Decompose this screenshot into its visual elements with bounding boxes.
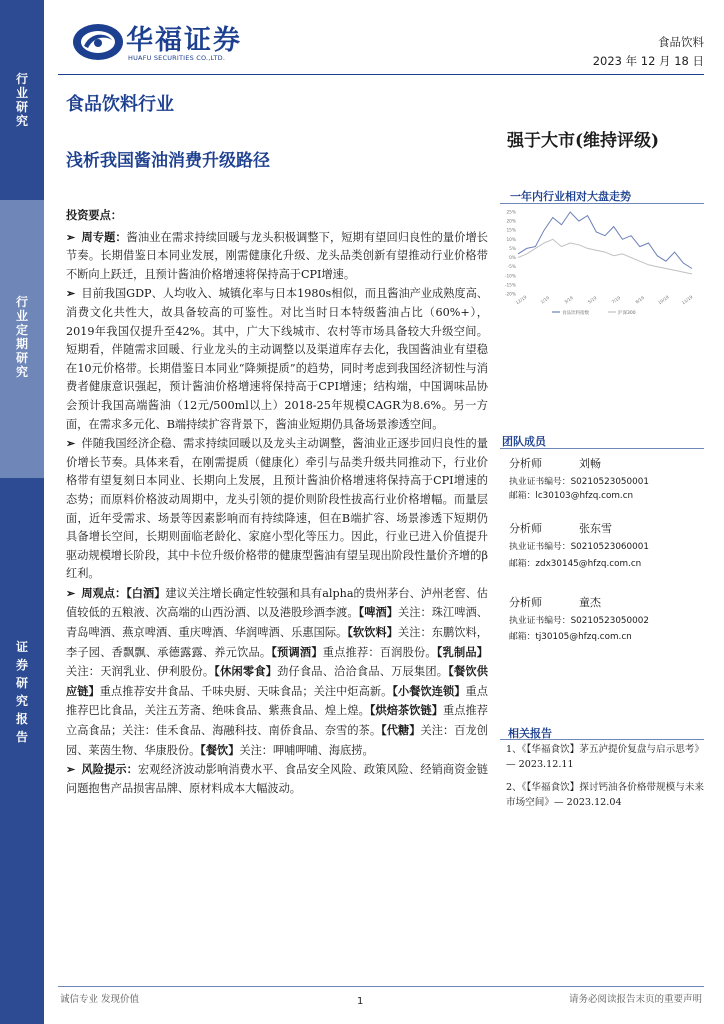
sidebar-label-middle: 行 业 定 期 研 究 [15, 295, 28, 379]
x-tick-label: 11/19 [680, 294, 694, 306]
investment-points [66, 206, 488, 798]
risk-text: 宏观经济波动影响消费水平、食品安全风险、政策风险、经销商资金链问题抱售产品损害品牌、原材料成本大幅波动。 [66, 763, 488, 795]
text-premixed: 重点推荐：百润股份。 [322, 645, 437, 659]
related-reports-title: 相关报告 [508, 727, 552, 740]
x-tick-label: 10/19 [657, 294, 670, 306]
member-cert: 执业证书编号：S0210523060001 [509, 542, 649, 552]
team-member-2 [509, 520, 704, 580]
x-tick-label: 1/19 [539, 295, 551, 305]
bullet-icon: ➢ [66, 229, 76, 244]
y-tick-label: 5% [509, 246, 516, 252]
member-cert: 执业证书编号：S0210523050001 [509, 477, 649, 487]
member-email[interactable]: 邮箱：tj30105@hfzq.com.cn [509, 632, 632, 642]
tag-baijiu: 【白酒】 [126, 585, 166, 600]
text-dairy: 关注：天润乳业、伊利股份。 [66, 665, 215, 679]
text-baijiu: 建议关注增长确定性较强和具有alpha的贵州茅台、泸州老窖、估值较低的五粮液、次高端的山西汾酒、以及港股珍酒李渡。 [66, 586, 488, 620]
bullet-icon: ➢ [66, 762, 76, 777]
paragraph-market-comparison [66, 284, 488, 434]
company-logo [72, 16, 262, 68]
text-bakery-tea: 重点推荐立高食品；关注：佳禾食品、海融科技、南侨食品、奈雪的茶。 [66, 704, 488, 738]
relative-performance-chart [500, 206, 700, 321]
x-tick-label: 8/19 [634, 295, 645, 305]
chart-title: 一年内行业相对大盘走势 [510, 190, 631, 203]
member-email[interactable]: 邮箱：zdx30145@hfzq.com.cn [509, 559, 642, 569]
tag-snacks: 【休闲零食】 [214, 664, 278, 679]
member-role: 分析师 [509, 522, 542, 535]
sidebar-label-top: 行 业 研 究 [15, 72, 28, 128]
weekly-topic-label: 周专题： [81, 229, 127, 244]
member-name: 张东雪 [579, 522, 612, 535]
member-email[interactable]: 邮箱：lc30103@hfzq.com.cn [509, 491, 634, 501]
tag-sugar-substitute: 【代糖】 [381, 723, 421, 738]
related-report-item[interactable]: 2、《【华福食饮】探讨钙油各价格带规模与未来市场空间》— 2023.12.04 [506, 782, 704, 808]
paragraph-risk [66, 760, 488, 798]
risk-label: 风险提示： [81, 762, 138, 777]
y-tick-label: -20% [504, 292, 516, 298]
text-beer: 关注：珠江啤酒、青岛啤酒、燕京啤酒、重庆啤酒、华润啤酒、乐惠国际。 [66, 606, 488, 640]
y-tick-label: -10% [504, 274, 516, 280]
header-divider [58, 74, 704, 75]
y-tick-label: 20% [506, 219, 516, 225]
paragraph-weekly-view [66, 584, 488, 760]
y-tick-label: 10% [506, 237, 516, 243]
tag-soft-drinks: 【软饮料】 [347, 625, 399, 640]
member-role: 分析师 [509, 596, 542, 609]
text-small-chains: 重点推荐巴比食品，关注五芳斋、绝味食品、紫燕食品、煌上煌。 [66, 684, 488, 718]
text-sugar-substitute: 关注：百龙创园、莱茵生物、华康股份。 [66, 724, 488, 757]
industry-outlook-text: 伴随我国经济企稳、需求持续回暖以及龙头主动调整，酱油业正逐步回归良性的量价增长节奏。具体来看，在刚需提质（健康化）牵引与品类升级共同推动下，行业价格带有望复刻日本同业、长期向上发展，且预计酱油价格增速将保持高于CPI增速的态势；而原料价格波动周期中，龙头引领的提价则阶段性拔高行业价格增幅。而量层面，近年受需求、场景等因素影响而有持续降速，但在B端扩容、场景渗透下短期仍具备增长空间，长期则面临老龄化、家庭小型化等压力。因此，行业已进入价值提升驱动规模增长阶段，其中卡位升级价格带的健康型酱油有望呈现出阶段性量价齐增的β红利。 [66, 437, 488, 581]
footer-slogan: 诚信专业 发现价值 [60, 994, 140, 1005]
weekly-view-label: 周观点： [81, 585, 127, 600]
footer-disclaimer[interactable]: 请务必阅读报告末页的重要声明 [568, 994, 702, 1005]
team-title: 团队成员 [502, 435, 546, 448]
bullet-icon: ➢ [66, 286, 76, 301]
text-catering-supply: 重点推荐安井食品、千味央厨、天味食品；关注中炬高新。 [99, 684, 393, 698]
team-title-rule [500, 448, 704, 449]
bullet-icon: ➢ [66, 436, 76, 451]
chart-title-rule [500, 203, 704, 204]
chart-legend [552, 309, 636, 316]
tag-catering: 【餐饮】 [200, 742, 240, 757]
page-number: 1 [357, 996, 364, 1007]
market-comparison-text: 目前我国GDP、人均收入、城镇化率与日本1980s相似，而且酱油产业成熟度高、消费文化共性大，故具备较高的可鉴性。对比当时日本特级酱油占比（60%+），2019年我国仅提升至42%。其中，广大下线城市、农村等市场具备较大升级空间。短期看，伴随需求回暖、行业龙头的主动调整以及渠道库存去化，我国酱油业有望稳在10元价格带。长期借鉴日本同业“降频提质”的趋势，同时考虑到我国经济韧性与消费者健康意识强起，预计酱油价格增速将保持高于CPI增速；结构端，中国调味品协会预计我国高端酱油（12元/500ml以上）2018-25年规模CAGR为8.6%。另一方面，在需求多元化、B端持续扩容背景下，酱油业短期仍具备场景渗透空间。 [66, 287, 488, 431]
logo-english-name: HUAFU SECURITIES CO.,LTD. [128, 54, 226, 62]
tag-small-chains: 【小餐饮连锁】 [392, 683, 466, 698]
paragraph-weekly-topic [66, 228, 488, 285]
logo-chinese-name: 华福证券 [126, 25, 242, 56]
tag-dairy: 【乳制品】 [436, 644, 488, 659]
member-role: 分析师 [509, 457, 542, 470]
x-axis-ticks [515, 294, 694, 305]
report-title: 浅析我国酱油消费升级路径 [66, 151, 270, 171]
industry-title: 食品饮料行业 [66, 94, 174, 115]
sidebar-block-bottom [0, 478, 44, 1024]
legend-label-hs300: 沪深300 [618, 311, 636, 316]
x-tick-label: 5/19 [586, 295, 598, 305]
series-line-1 [518, 239, 692, 274]
x-tick-label: 12/19 [514, 294, 528, 306]
tag-beer: 【啤酒】 [358, 605, 399, 620]
legend-label-food: 食品饮料指数 [562, 311, 589, 316]
y-tick-label: 15% [506, 228, 516, 234]
y-axis-ticks [505, 210, 516, 298]
tag-catering-supply: 【餐饮供应链】 [66, 664, 488, 698]
team-member-3 [509, 594, 704, 654]
member-name: 童杰 [579, 596, 601, 609]
y-tick-label: -5% [507, 265, 516, 271]
paragraph-industry-outlook [66, 434, 488, 584]
member-cert: 执业证书编号：S0210523050002 [509, 616, 649, 626]
related-reports-list [506, 742, 706, 818]
investment-points-title: 投资要点： [66, 208, 122, 222]
sidebar-label-bottom: 证 券 研 究 报 告 [15, 640, 28, 744]
text-catering: 关注：呷哺呷哺、海底捞。 [239, 743, 374, 757]
x-tick-label: 7/19 [610, 295, 622, 305]
y-tick-label: 0% [509, 256, 516, 262]
series-line-0 [518, 212, 692, 269]
text-snacks: 劲仔食品、洽洽食品、万辰集团。 [277, 665, 449, 679]
related-report-item[interactable]: 1、《【华福食饮】茅五泸提价复盘与启示思考》— 2023.12.11 [506, 744, 704, 770]
chart-series [518, 212, 692, 274]
footer-divider [58, 986, 704, 987]
rating: 强于大市(维持评级) [507, 131, 660, 151]
team-member-1 [509, 455, 704, 515]
report-date: 2023 年 12 月 18 日 [592, 54, 704, 68]
y-tick-label: 25% [506, 210, 516, 216]
y-tick-label: -15% [504, 283, 516, 289]
logo-emblem-icon [72, 22, 124, 62]
weekly-topic-text: 酱油业在需求持续回暖与龙头积极调整下，短期有望回归良性的量价增长节奏。长期借鉴日本同业发展，刚需健康化升级、龙头品类创新有望推动行业价格带不断向上跃迁，且预计酱油价格增速将保持高于CPI增速。 [66, 230, 488, 281]
report-category: 食品饮料 [658, 35, 704, 49]
member-name: 刘畅 [579, 457, 601, 470]
x-tick-label: 3/19 [563, 295, 574, 305]
tag-premixed: 【预调酒】 [271, 644, 323, 659]
bullet-icon: ➢ [66, 585, 76, 600]
related-reports-rule [500, 739, 704, 740]
tag-bakery-tea: 【烘焙茶饮链】 [369, 703, 444, 718]
text-soft-drinks: 关注：东鹏饮料，李子园、香飘飘、承德露露、养元饮品。 [66, 626, 488, 659]
